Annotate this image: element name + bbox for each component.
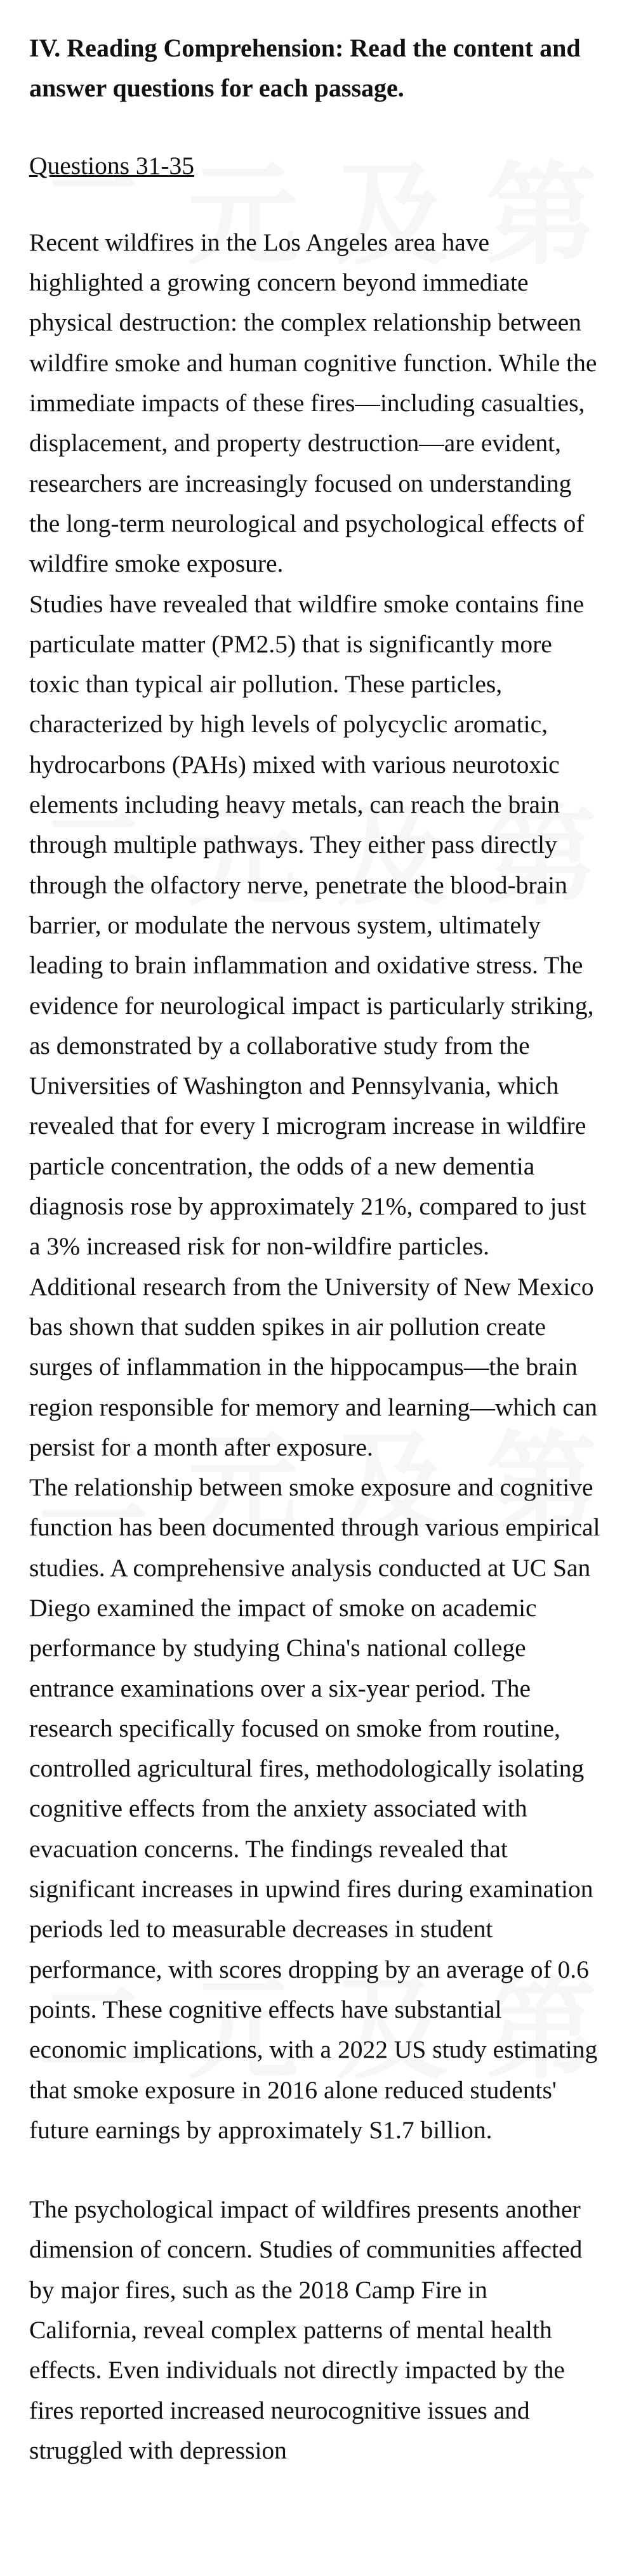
passage-paragraph-2: Studies have revealed that wildfire smoke contains fine particulate matter (PM2.5) that is significantly more toxic than typical air pollution. These particles, characterized by high levels of polycyclic aromatic, hydrocarbons (PAHs) mixed with various neurotoxic elements including heavy metals, can reach the brain through multiple pathways. They either pass directly through the olfactory nerve, penetrate the blood-brain barrier, or modulate the nervous system, ultimately leading to brain inflammation and oxidative stress. The evidence for neurological impact is particularly striking, as demonstrated by a collaborative study from the Universities of Washington and Pennsylvania, which revealed that for every I microgram increase in wildfire particle concentration, the odds of a new dementia diagnosis rose by approximately 21%, compared to just a 3% increased risk for non-wildfire particles. Additional research from the University of New Mexico bas shown that sudden spikes in air pollution create surges of inflammation in the hippocampus—the brain region responsible for memory and learning—which can persist for a month after exposure. [29,589,598,1461]
passage-paragraph-4: The psychological impact of wildfires presents another dimension of concern. Studies of communities affected by major fires, such as the 2018 Camp Fire in California, reveal complex patterns of mental health effects. Even individuals not directly impacted by the fires reported increased neurocognitive issues and struggled with depression [29,2195,583,2464]
questions-range-label: Questions 31-35 [29,151,195,180]
passage-paragraph-1: Recent wildfires in the Los Angeles area have highlighted a growing concern beyond immediate physical destruction: the complex relationship between wildfire smoke and human cognitive function. While the immediate impacts of these fires—including casualties, displacement, and property destruction—are evident, researchers are increasingly focused on understanding the long-term neurological and psychological effects of wildfire smoke exposure. [29,228,597,578]
document-content [29,28,600,2471]
passage-paragraph-3: The relationship between smoke exposure and cognitive function has been documented through various empirical studies. A comprehensive analysis conducted at UC San Diego examined the impact of smoke on academic performance by studying China's national college entrance examinations over a six-year period. The research specifically focused on smoke from routine, controlled agricultural fires, methodologically isolating cognitive effects from the anxiety associated with evacuation concerns. The findings revealed that significant increases in upwind fires during examination periods led to measurable decreases in student performance, with scores dropping by an average of 0.6 points. These cognitive effects have substantial economic implications, with a 2022 US study estimating that smoke exposure in 2016 alone reduced students' future earnings by approximately S1.7 billion. [29,1473,600,2144]
section-heading: IV. Reading Comprehension: Read the content and answer questions for each passage. [29,34,581,103]
